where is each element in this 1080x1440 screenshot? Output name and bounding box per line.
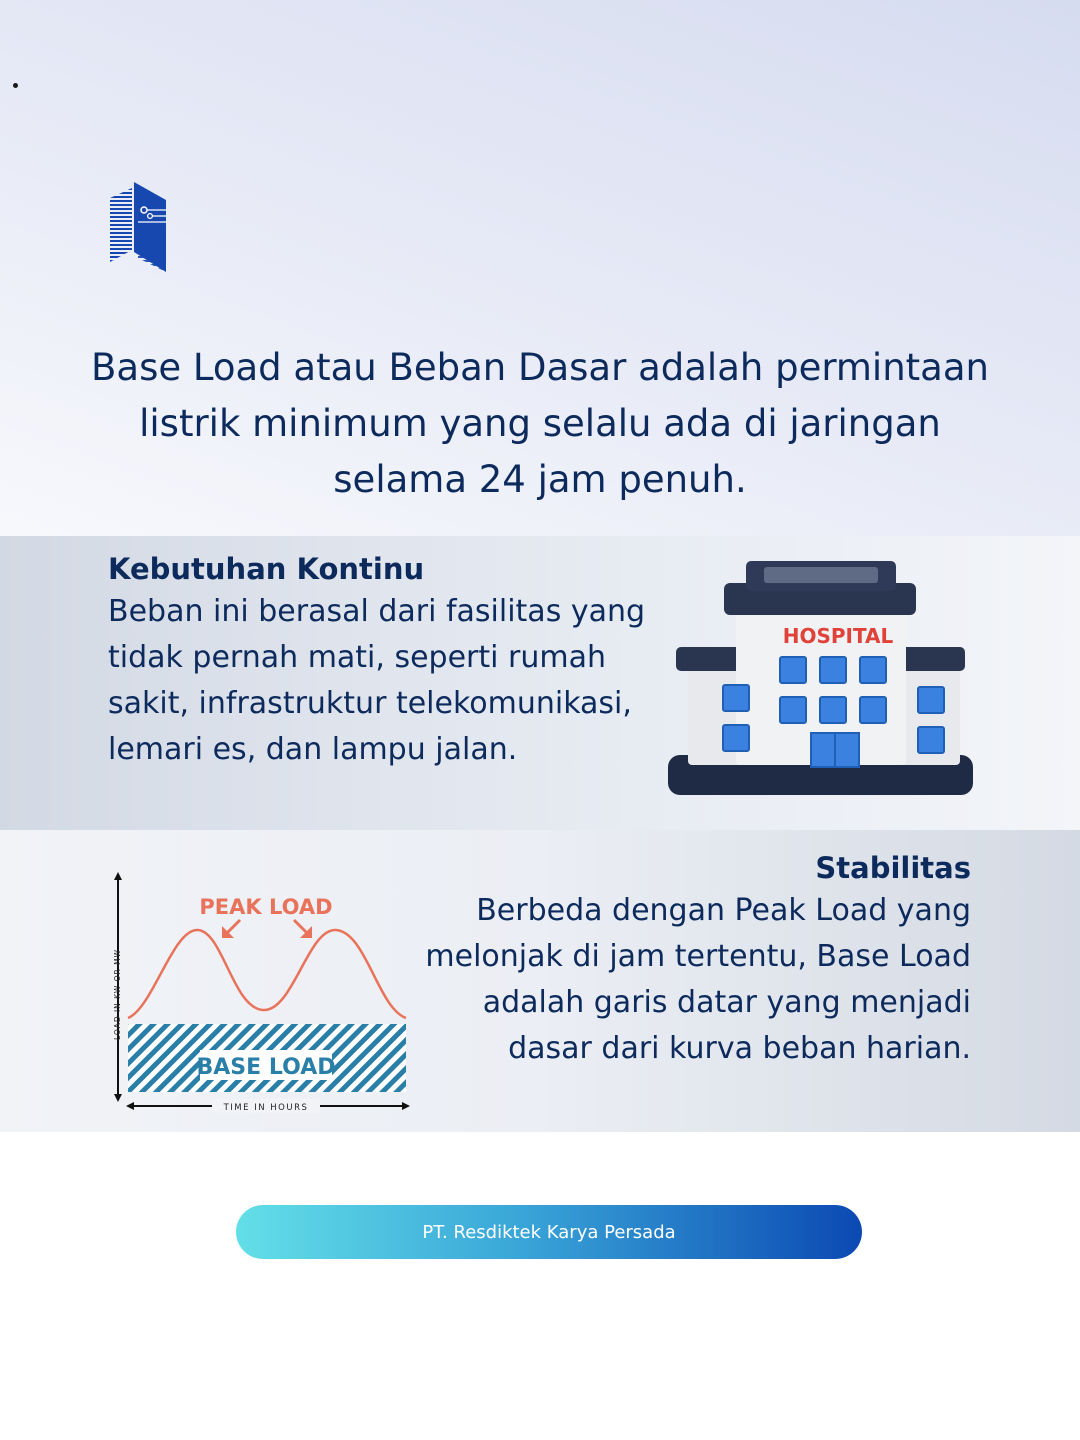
x-axis-label: TIME IN HOURS <box>223 1103 309 1113</box>
peak-arrows <box>222 920 312 938</box>
stray-dot <box>13 83 18 88</box>
stability-title: Stabilitas <box>815 851 971 885</box>
continuous-body: Beban ini berasal dari fasilitas yang tidak pernah mati, seperti rumah sakit, infrastruktur telekomunikasi, lemari es, dan lampu jalan. <box>108 594 646 767</box>
company-logo <box>108 180 170 274</box>
company-name: PT. Resdiktek Karya Persada <box>422 1221 676 1243</box>
peak-load-label: PEAK LOAD <box>199 895 333 919</box>
hospital-illustration <box>668 555 978 805</box>
company-footer <box>236 1205 862 1259</box>
base-load-label: BASE LOAD <box>196 1055 336 1080</box>
load-curve-illustration <box>108 868 413 1116</box>
continuous-section <box>108 549 668 773</box>
y-axis-label: LOAD IN KW OR MW <box>113 948 122 1040</box>
peak-load-curve <box>128 930 406 1018</box>
stability-section <box>411 848 971 1072</box>
intro-text: Base Load atau Beban Dasar adalah permintaan listrik minimum yang selalu ada di jaringan selama 24 jam penuh. <box>91 346 989 501</box>
hospital-sign: HOSPITAL <box>782 624 894 648</box>
continuous-title: Kebutuhan Kontinu <box>108 552 425 586</box>
stability-body: Berbeda dengan Peak Load yang melonjak di jam tertentu, Base Load adalah garis datar yang menjadi dasar dari kurva beban harian. <box>425 893 971 1066</box>
